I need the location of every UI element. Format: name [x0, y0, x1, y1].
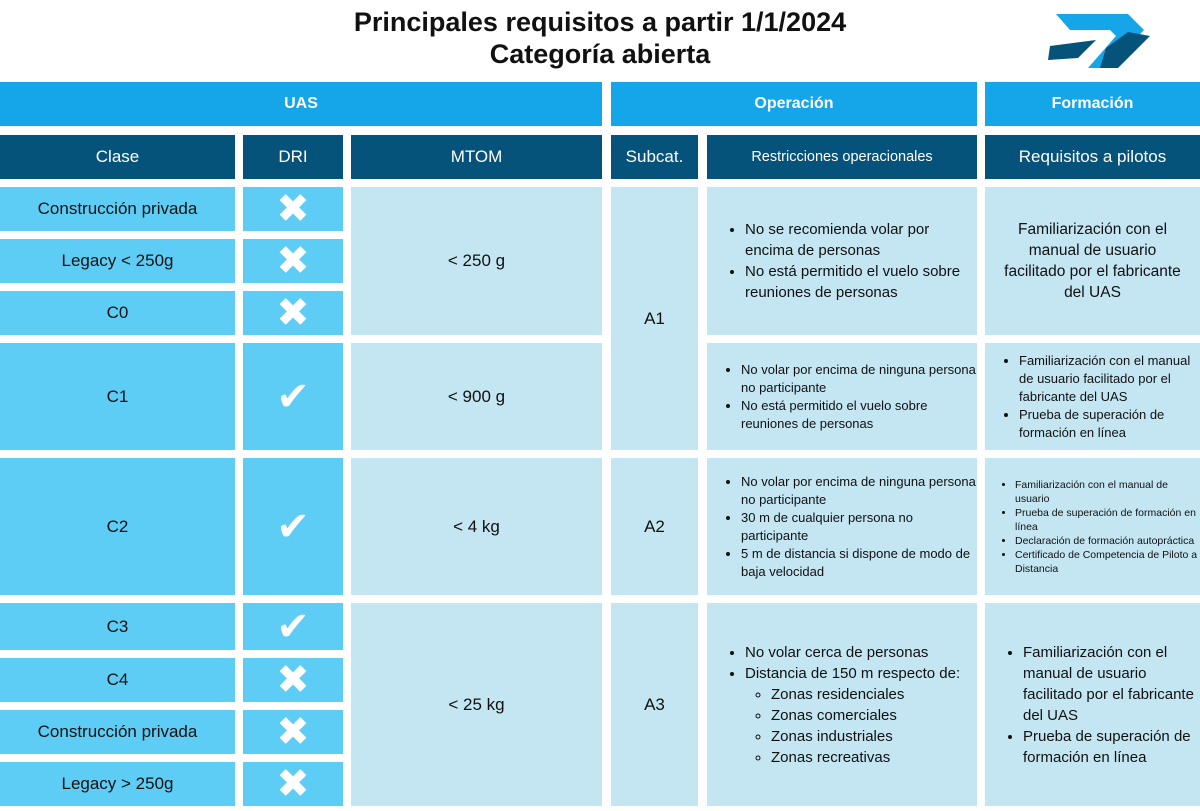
clase-cell: C0: [0, 291, 235, 335]
cross-icon: ✖: [276, 239, 310, 283]
dri-cell: [243, 658, 343, 702]
check-icon: ✔: [276, 504, 310, 549]
dri-cell: [243, 343, 343, 450]
restricciones-cell: [707, 458, 977, 595]
dri-cell: [243, 291, 343, 335]
cross-icon: ✖: [276, 658, 310, 702]
subcat-cell: A1: [611, 187, 698, 450]
page-title: [200, 6, 1000, 70]
sub-list-item: ◦ Zonas comerciales: [771, 705, 960, 726]
clase-cell: C3: [0, 603, 235, 650]
list-item: • Familiarización con el manual de usuario facilitado por el fabricante del UAS: [1019, 352, 1200, 406]
sub-list-item: ◦ Zonas industriales: [771, 726, 960, 747]
check-icon: ✔: [276, 604, 310, 649]
header-clase: Clase: [0, 135, 235, 179]
band-operacion: Operación: [611, 82, 977, 126]
mtom-cell: < 25 kg: [351, 603, 602, 806]
clase-cell: Construcción privada: [0, 187, 235, 231]
mtom-cell: < 900 g: [351, 343, 602, 450]
requisitos-cell: [985, 603, 1200, 806]
header-requisitos: Requisitos a pilotos: [985, 135, 1200, 179]
dri-cell: [243, 762, 343, 806]
list-item: • No volar por encima de ninguna persona no participante: [741, 473, 977, 509]
requisitos-cell: [985, 343, 1200, 450]
dri-cell: [243, 710, 343, 754]
list-item: • 30 m de cualquier persona no participante: [741, 509, 977, 545]
clase-cell: C1: [0, 343, 235, 450]
sub-list-item: ◦ Zonas residenciales: [771, 684, 960, 705]
band-uas: UAS: [0, 82, 602, 126]
requisitos-cell: [985, 458, 1200, 595]
clase-cell: C2: [0, 458, 235, 595]
mtom-cell: < 250 g: [351, 187, 602, 335]
list-item: • Familiarización con el manual de usuario facilitado por el fabricante del UAS: [1023, 642, 1200, 726]
list-item: • No volar cerca de personas: [745, 642, 960, 663]
header-restricciones: Restricciones operacionales: [707, 135, 977, 179]
clase-cell: C4: [0, 658, 235, 702]
list-item: • 5 m de distancia si dispone de modo de baja velocidad: [741, 545, 977, 581]
list-item: • Prueba de superación de formación en línea: [1023, 726, 1200, 768]
list-item: • No está permitido el vuelo sobre reuniones de personas: [741, 397, 977, 433]
sub-list-item: ◦ Zonas recreativas: [771, 747, 960, 768]
clase-cell: Construcción privada: [0, 710, 235, 754]
list-item: • Declaración de formación autopráctica: [1015, 534, 1200, 548]
list-item: • No se recomienda volar por encima de personas: [745, 219, 977, 261]
dri-cell: [243, 187, 343, 231]
title-line-2: Categoría abierta: [489, 39, 711, 69]
list-item: • Familiarización con el manual de usuario: [1015, 478, 1200, 506]
list-item: • Certificado de Competencia de Piloto a Distancia: [1015, 548, 1200, 576]
title-line-1: Principales requisitos a partir 1/1/2024: [353, 7, 847, 37]
clase-cell: Legacy > 250g: [0, 762, 235, 806]
cross-icon: ✖: [276, 762, 310, 806]
list-item: • No está permitido el vuelo sobre reuniones de personas: [745, 261, 977, 303]
header-mtom: MTOM: [351, 135, 602, 179]
subcat-cell: A3: [611, 603, 698, 806]
list-item: • Prueba de superación de formación en línea: [1019, 406, 1200, 442]
restricciones-cell: [707, 603, 977, 806]
dri-cell: [243, 458, 343, 595]
header-dri: DRI: [243, 135, 343, 179]
band-formacion: Formación: [985, 82, 1200, 126]
clase-cell: Legacy < 250g: [0, 239, 235, 283]
list-item-label: Distancia de 150 m respecto de:: [745, 664, 961, 682]
cross-icon: ✖: [276, 291, 310, 335]
cross-icon: ✖: [276, 710, 310, 754]
requisitos-cell: Familiarización con el manual de usuario facilitado por el fabricante del UAS: [985, 187, 1200, 335]
restricciones-cell: [707, 187, 977, 335]
list-item: • No volar por encima de ninguna persona no participante: [741, 361, 977, 397]
brand-logo-icon: [1048, 6, 1150, 70]
restricciones-cell: [707, 343, 977, 450]
mtom-cell: < 4 kg: [351, 458, 602, 595]
cross-icon: ✖: [276, 187, 310, 231]
header-subcat: Subcat.: [611, 135, 698, 179]
list-item: • Prueba de superación de formación en línea: [1015, 506, 1200, 534]
check-icon: ✔: [276, 374, 310, 419]
dri-cell: [243, 239, 343, 283]
subcat-cell: A2: [611, 458, 698, 595]
dri-cell: [243, 603, 343, 650]
list-item: [745, 663, 960, 768]
